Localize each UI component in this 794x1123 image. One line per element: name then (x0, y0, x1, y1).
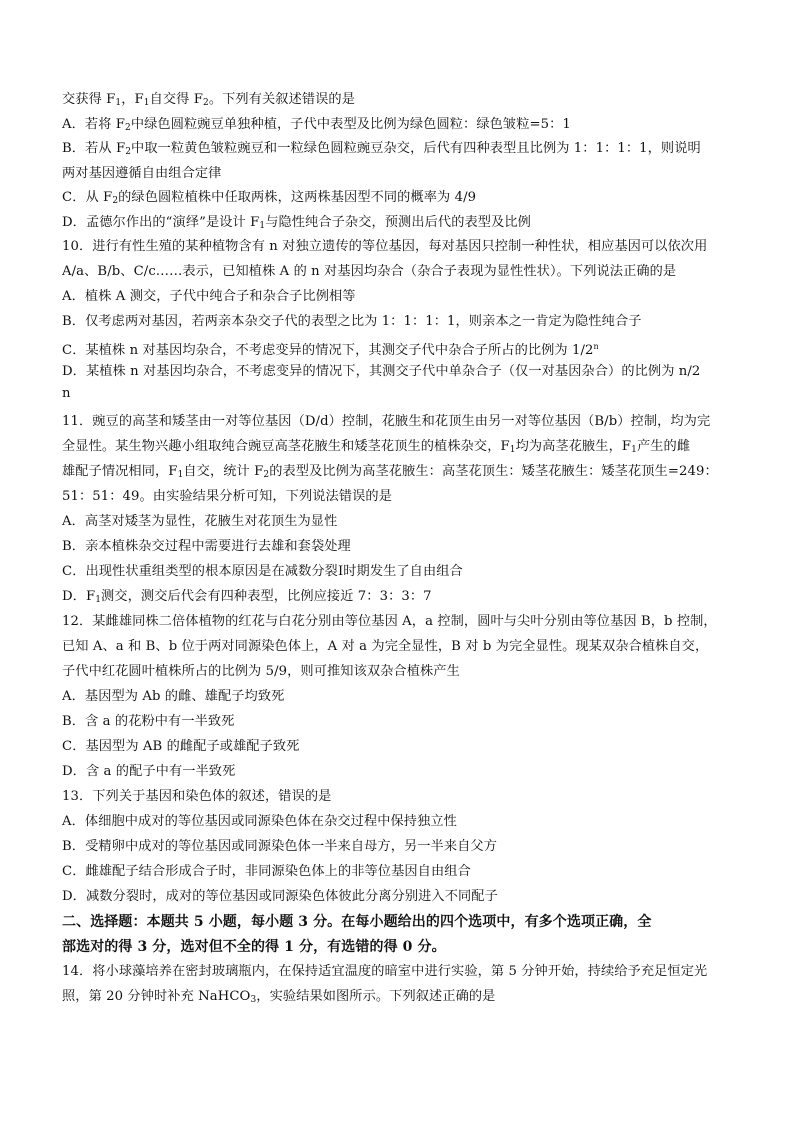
line-18: A．高茎对矮茎为显性，花腋生对花顶生为显性 (62, 514, 338, 529)
line-33: D．减数分裂时，成对的等位基因或同源染色体彼此分离分别进入不同配子 (62, 889, 498, 904)
line-31: B．受精卵中成对的等位基因或同源染色体一半来自母方，另一半来自父方 (62, 839, 497, 854)
line-12: D．某植株 n 对基因均杂合，不考虑变异的情况下，其测交子代中单杂合子（仅一对基因杂合）的比例为 n/2 (62, 364, 701, 379)
line-21: D．$F_1$测交，测交后代会有四种表型，比例应接近 7：3：3：7 (62, 589, 432, 605)
line-02: A．若将 $F_2$中绿色圆粒豌豆单独种植，子代中表型及比例为绿色圆粒：绿色皱粒=5：1 (62, 117, 571, 133)
line-05: C．从 $F_2$的绿色圆粒植株中任取两株，这两株基因型不同的概率为 4/9 (62, 190, 477, 206)
line-28: D．含 a 的配子中有一半致死 (62, 764, 236, 779)
line-19: B．亲本植株杂交过程中需要进行去雄和套袋处理 (62, 539, 351, 554)
section-2-heading: 二、选择题：本题共 5 小题，每小题 3 分。在每小题给出的四个选项中，有多个选项正确，全 (62, 914, 652, 930)
line-09: A．植株 A 测交，子代中纯合子和杂合子比例相等 (62, 289, 356, 304)
line-30: A．体细胞中成对的等位基因或同源染色体在杂交过程中保持独立性 (62, 814, 457, 829)
line-06: D．孟德尔作出的“演绎”是设计 $F_1$与隐性纯合子杂交，预测出后代的表型及比例 (62, 215, 531, 231)
line-03: B．若从 $F_2$中取一粒黄色皱粒豌豆和一粒绿色圆粒豌豆杂交，后代有四种表型且比例为 1：1：1：1，则说明 (62, 141, 701, 157)
question-12-stem: 12．某雌雄同株二倍体植物的红花与白花分别由等位基因 A，a 控制，圆叶与尖叶分别由等位基因 B，b 控制， (62, 614, 717, 629)
question-10-stem: 10．进行有性生殖的某种植物含有 n 对独立遗传的等位基因，每对基因只控制一种性状，相应基因可以依次用 (62, 239, 708, 254)
line-27: C．基因型为 AB 的雌配子或雄配子致死 (62, 739, 300, 754)
line-23: 已知 A、a 和 B、b 位于两对同源染色体上，A 对 a 为完全显性，B 对 b 为完全显性。现某双杂合植株自交， (62, 639, 709, 654)
line-25: A．基因型为 Ab 的雌、雄配子均致死 (62, 689, 285, 704)
line-16: 雄配子情况相同，$F_1$自交，统计 $F_2$的表型及比例为高茎花腋生：高茎花顶生：矮茎花腋生：矮茎花顶生=249： (62, 464, 718, 480)
question-13-stem: 13．下列关于基因和染色体的叙述，错误的是 (62, 789, 332, 804)
line-37: 照，第 20 分钟时补充 NaHCO$_3$，实验结果如图所示。下列叙述正确的是 (62, 989, 496, 1005)
line-17: 51：51：49。由实验结果分析可知，下列说法错误的是 (62, 489, 392, 504)
line-32: C．雌雄配子结合形成合子时，非同源染色体上的非等位基因自由组合 (62, 864, 471, 879)
line-15: 全显性。某生物兴趣小组取纯合豌豆高茎花腋生和矮茎花顶生的植株杂交，$F_1$均为高茎花腋生，$F_1$产生的雌 (62, 439, 691, 455)
line-04: 两对基因遵循自由组合定律 (62, 166, 222, 181)
line-20: C．出现性状重组类型的根本原因是在减数分裂Ⅰ时期发生了自由组合 (62, 564, 463, 579)
line-08: A/a、B/b、C/c……表示，已知植株 A 的 n 对基因均杂合（杂合子表现为显性性状）。下列说法正确的是 (62, 264, 677, 279)
question-14-stem: 14．将小球藻培养在密封玻璃瓶内，在保持适宜温度的暗室中进行实验，第 5 分钟开始，持续给予充足恒定光 (62, 964, 708, 979)
question-11-stem: 11．豌豆的高茎和矮茎由一对等位基因（D/d）控制，花腋生和花顶生由另一对等位基因（B/b）控制，均为完 (62, 414, 711, 429)
section-2-heading-cont: 部选对的得 3 分，选对但不全的得 1 分，有选错的得 0 分。 (62, 939, 446, 955)
line-26: B．含 a 的花粉中有一半致死 (62, 714, 235, 729)
line-11: C．某植株 n 对基因均杂合，不考虑变异的情况下，其测交子代中杂合子所占的比例为 1/2$^n$ (62, 342, 599, 358)
line-24: 子代中红花圆叶植株所占的比例为 5/9，则可推知该双杂合植株产生 (62, 664, 460, 679)
line-10: B．仅考虑两对基因，若两亲本杂交子代的表型之比为 1：1：1：1，则亲本之一肯定为隐性纯合子 (62, 314, 642, 329)
line-01: 交获得 $F_1$，$F_1$自交得 $F_2$。下列有关叙述错误的是 (62, 92, 356, 108)
line-13: n (62, 386, 71, 401)
